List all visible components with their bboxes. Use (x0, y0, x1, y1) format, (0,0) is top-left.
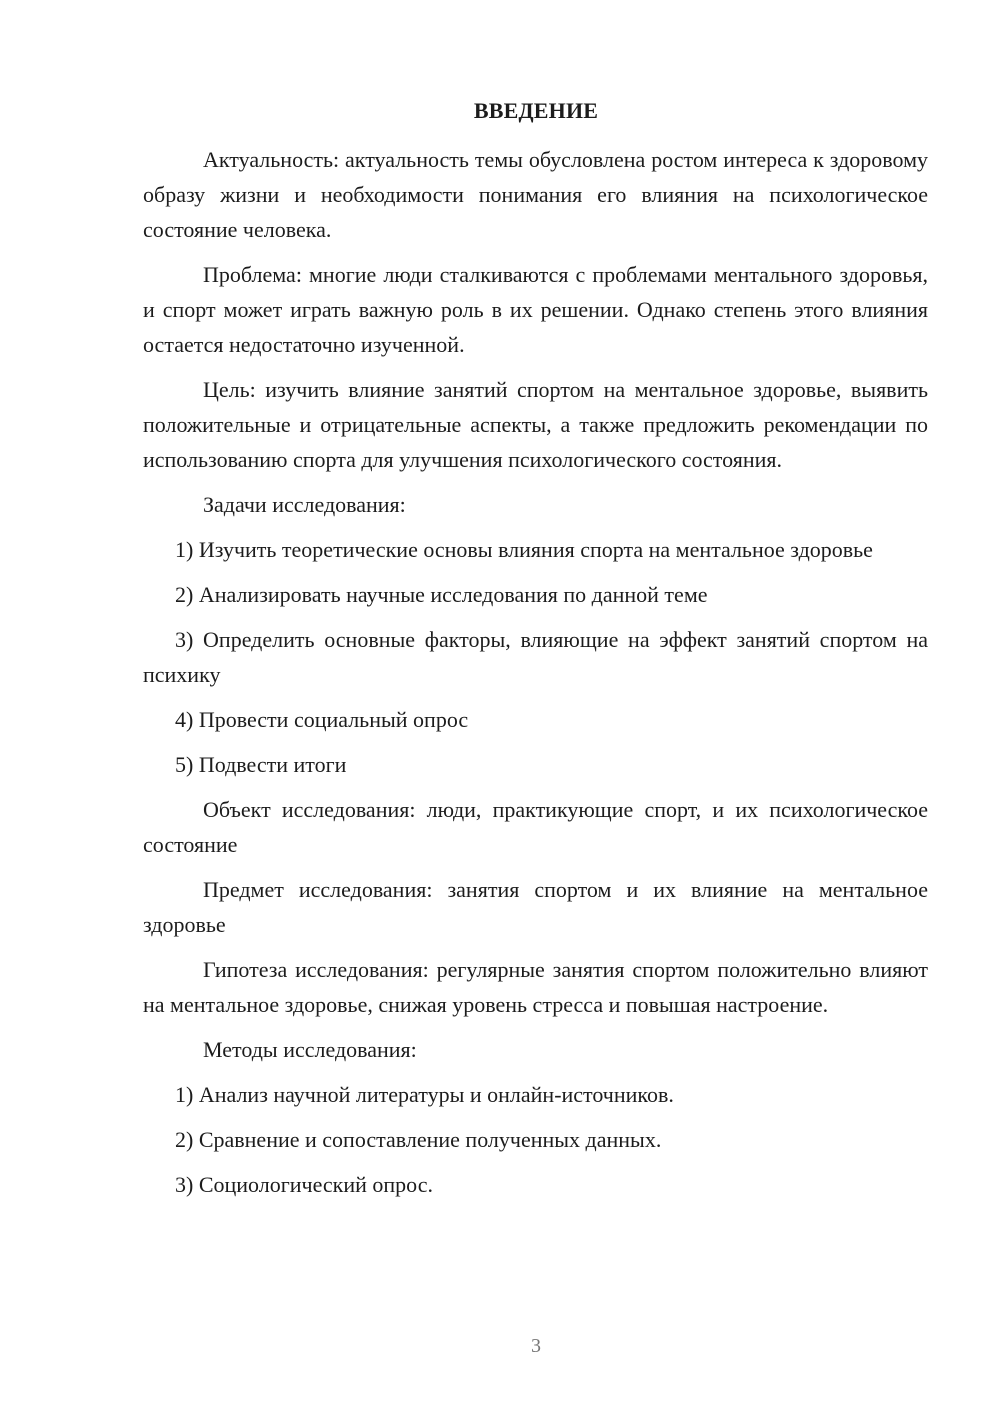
document-body (143, 142, 928, 1202)
task-item: 4) Провести социальный опрос (175, 707, 469, 732)
tasks-title: Задачи исследования: (203, 492, 406, 517)
object-paragraph: Объект исследования: люди, практикующие спорт, и их психологическое состояние (143, 797, 928, 857)
method-item: 2) Сравнение и сопоставление полученных данных. (175, 1127, 662, 1152)
page-number: 3 (531, 1335, 541, 1357)
task-item: 5) Подвести итоги (175, 752, 347, 777)
problem-paragraph: Проблема: многие люди сталкиваются с проблемами ментального здоровья, и спорт может играть важную роль в их решении. Однако степень этого влияния остается недостаточно изученной. (143, 262, 928, 357)
task-item: 3) Определить основные факторы, влияющие на эффект занятий спортом на психику (143, 627, 928, 687)
method-item: 3) Социологический опрос. (175, 1172, 433, 1197)
hypothesis-paragraph: Гипотеза исследования: регулярные занятия спортом положительно влияют на ментальное здоровье, снижая уровень стресса и повышая настроение. (143, 957, 928, 1017)
relevance-paragraph: Актуальность: актуальность темы обусловлена ростом интереса к здоровому образу жизни и необходимости понимания его влияния на психологическое состояние человека. (143, 147, 928, 242)
section-heading: ВВЕДЕНИЕ (473, 98, 599, 123)
task-item: 1) Изучить теоретические основы влияния спорта на ментальное здоровье (175, 537, 873, 562)
method-item: 1) Анализ научной литературы и онлайн-источников. (175, 1082, 674, 1107)
methods-title: Методы исследования: (203, 1037, 417, 1062)
task-item: 2) Анализировать научные исследования по данной теме (175, 582, 708, 607)
subject-paragraph: Предмет исследования: занятия спортом и их влияние на ментальное здоровье (143, 877, 928, 937)
goal-paragraph: Цель: изучить влияние занятий спортом на ментальное здоровье, выявить положительные и отрицательные аспекты, а также предложить рекомендации по использованию спорта для улучшения психологического состояния. (143, 377, 928, 472)
